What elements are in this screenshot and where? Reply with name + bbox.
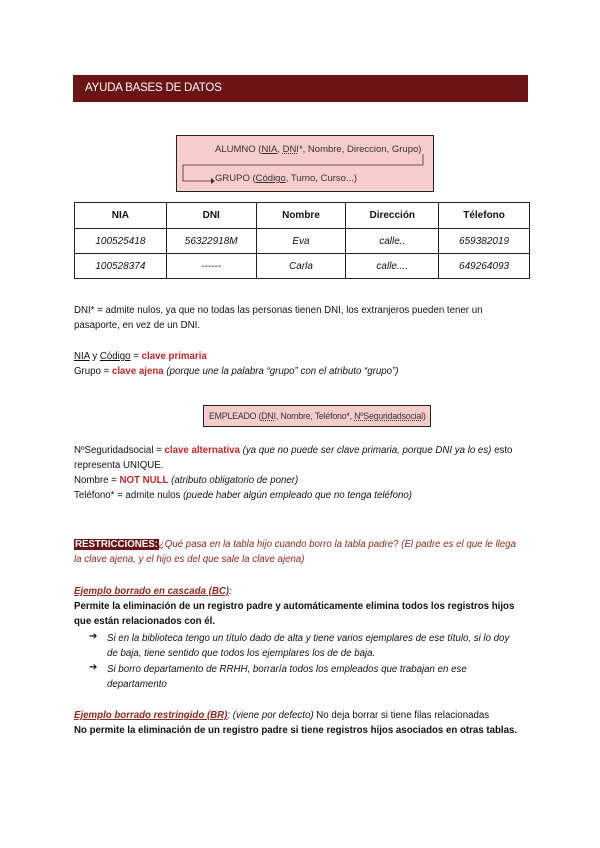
foreign-key-label: clave ajena — [111, 366, 164, 377]
table-header-row — [75, 203, 530, 229]
restricciones-heading: RESTRICCIONES:¿Qué pasa en la tabla hijo cuando borro la tabla padre? (El padre es el que le llega — [75, 539, 516, 550]
primary-key-note: NIA y Código = clave primaria — [74, 351, 207, 362]
dni-note-line2: pasaporte, en vez de un DNI. — [74, 320, 201, 331]
table-cell: Carla — [256, 254, 346, 279]
column-header: DNI — [166, 203, 256, 229]
restricciones-line2: la clave ajena, y el hijo es del que sale la clave ajena) — [74, 554, 305, 565]
table-cell: 100528374 — [75, 254, 167, 279]
alternative-key-line2: representa UNIQUE. — [74, 460, 164, 471]
column-header: NIA — [75, 203, 167, 229]
primary-key-label: clave primaria — [141, 351, 207, 362]
cascade-bullet-2-line2: departamento — [107, 679, 167, 690]
alternative-key-label: clave alternativa — [164, 445, 240, 456]
arrow-bullet-icon: ➔ — [89, 662, 98, 673]
table-cell: calle.... — [346, 254, 439, 279]
table-cell: calle.. — [346, 229, 439, 254]
empleado-schema: EMPLEADO (DNI, Nombre, Teléfono*, NºSeguridadsocial) — [203, 405, 431, 427]
table-cell: 100525418 — [75, 229, 167, 254]
table-cell: ------ — [166, 254, 256, 279]
table-row — [75, 229, 530, 254]
telefono-note: Teléfono* = admite nulos (puede haber algún empleado que no tenga teléfono) — [74, 490, 412, 501]
alumno-table — [74, 202, 530, 279]
grupo-relation: GRUPO (Código, Turno, Curso...) — [215, 173, 358, 184]
foreign-key-note: Grupo = clave ajena (porque une la palabra “grupo” con el atributo “grupo”) — [74, 366, 399, 377]
alumno-dni-key: DNI — [282, 144, 299, 155]
alumno-grupo-schema — [176, 135, 434, 192]
dni-note-line1: DNI* = admite nulos, ya que no todas las personas tienen DNI, los extranjeros pueden tener un — [74, 305, 483, 316]
column-header: Télefono — [439, 203, 530, 229]
grupo-codigo-key: Código — [255, 173, 286, 184]
alternative-key-note: NºSeguridadsocial = clave alternativa (ya que no puede ser clave primaria, porque DNI ya lo es) esto — [74, 445, 513, 456]
table-cell: 649264093 — [439, 254, 530, 279]
table-row — [75, 254, 530, 279]
cascade-title: Ejemplo borrado en cascada (BC): — [74, 586, 232, 597]
table-cell: Eva — [256, 229, 346, 254]
not-null-label: NOT NULL — [119, 475, 169, 486]
restrict-title: Ejemplo borrado restringido (BR): (viene por defecto) No deja borrar si tiene filas relacionadas — [74, 710, 490, 721]
cascade-bullet-1-line2: de baja, tiene sentido que todos los ejemplares los de de baja. — [107, 648, 376, 659]
cascade-desc2: que están relacionados con él. — [74, 616, 216, 627]
cascade-bullet-1-line1: Si en la biblioteca tengo un título dado de alta y tiene varios ejemplares de ese título, si lo doy — [107, 633, 510, 644]
restricciones-label: RESTRICCIONES: — [75, 539, 158, 550]
not-null-note: Nombre = NOT NULL (atributo obligatorio de poner) — [74, 475, 299, 486]
table-cell: 56322918M — [166, 229, 256, 254]
cascade-bullet-2-line1: Si borro departamento de RRHH, borraría todos los empleados que trabajan en ese — [107, 664, 467, 675]
cascade-desc1: Permite la eliminación de un registro padre y automáticamente elimina todos los registros hijos — [74, 601, 515, 612]
page-title: AYUDA BASES DE DATOS — [85, 82, 222, 94]
arrow-bullet-icon: ➔ — [89, 631, 98, 642]
column-header: Dirección — [346, 203, 439, 229]
restrict-desc: No permite la eliminación de un registro padre si tiene registros hijos asociados en otras tablas. — [74, 725, 518, 736]
page-title-bar — [73, 75, 528, 102]
alumno-relation: ALUMNO (NIA, DNI*, Nombre, Direccion, Grupo) — [215, 144, 422, 155]
alumno-nia-key: NIA — [261, 144, 278, 155]
column-header: Nombre — [256, 203, 346, 229]
table-cell: 659382019 — [439, 229, 530, 254]
